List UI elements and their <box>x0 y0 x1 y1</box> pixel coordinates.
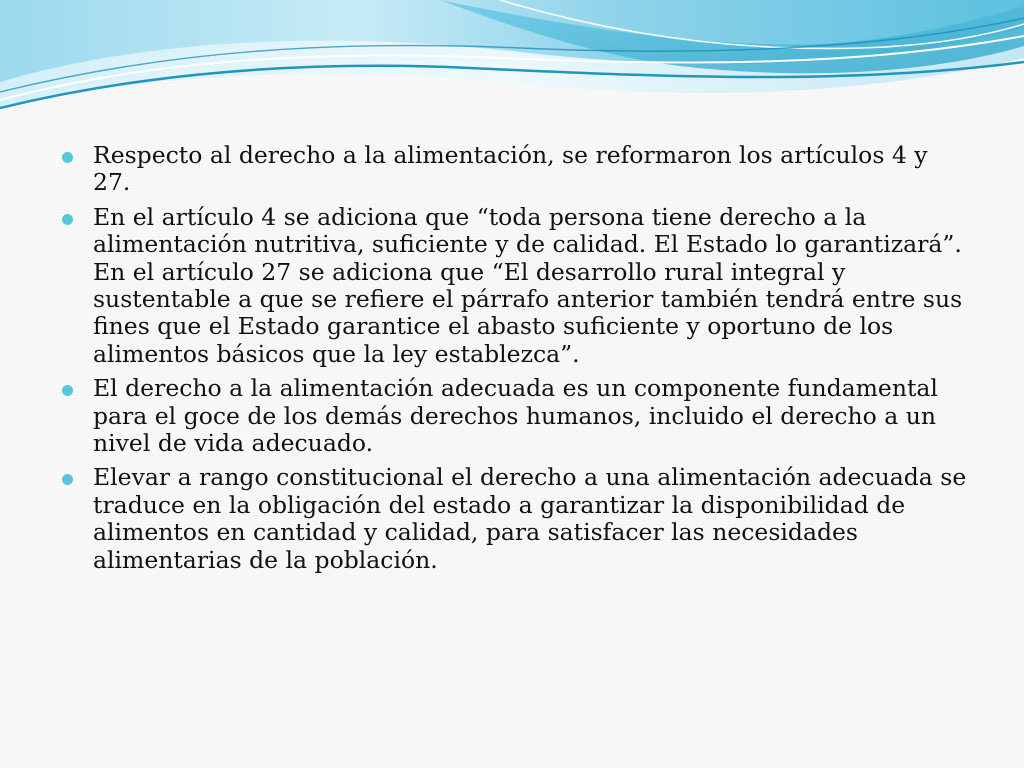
bullet-text: El derecho a la alimentación adecuada es un componente fundamental para el goce de los demás derechos humanos, incluido el derecho a un nivel de vida adecuado. <box>93 374 938 458</box>
bullet-list <box>62 142 967 581</box>
bullet-dot-icon <box>62 214 73 225</box>
bullet-item <box>62 375 967 457</box>
bullet-dot-icon <box>62 385 73 396</box>
bullet-item <box>62 204 967 368</box>
bullet-text: Elevar a rango constitucional el derecho a una alimentación adecuada se traduce en la obligación del estado a garantizar la disponibilidad de alimentos en cantidad y calidad, para satisfacer las necesidades alimentarias de la población. <box>93 463 967 574</box>
bullet-text: Respecto al derecho a la alimentación, se reformaron los artículos 4 y 27. <box>93 141 928 197</box>
bullet-dot-icon <box>62 474 73 485</box>
bullet-item <box>62 142 967 197</box>
bullet-item <box>62 464 967 574</box>
header-wave-decoration <box>0 0 1024 140</box>
bullet-text: En el artículo 4 se adiciona que “toda persona tiene derecho a la alimentación nutritiva, suficiente y de calidad. El Estado lo garantizará”. En el artículo 27 se adiciona que “El desarrollo rural integral y sustentable a que se refiere el párrafo anterior también tendrá entre sus fines que el Estado garantice el abasto suficiente y oportuno de los alimentos básicos que la ley establezca”. <box>93 202 963 368</box>
bullet-dot-icon <box>62 152 73 163</box>
